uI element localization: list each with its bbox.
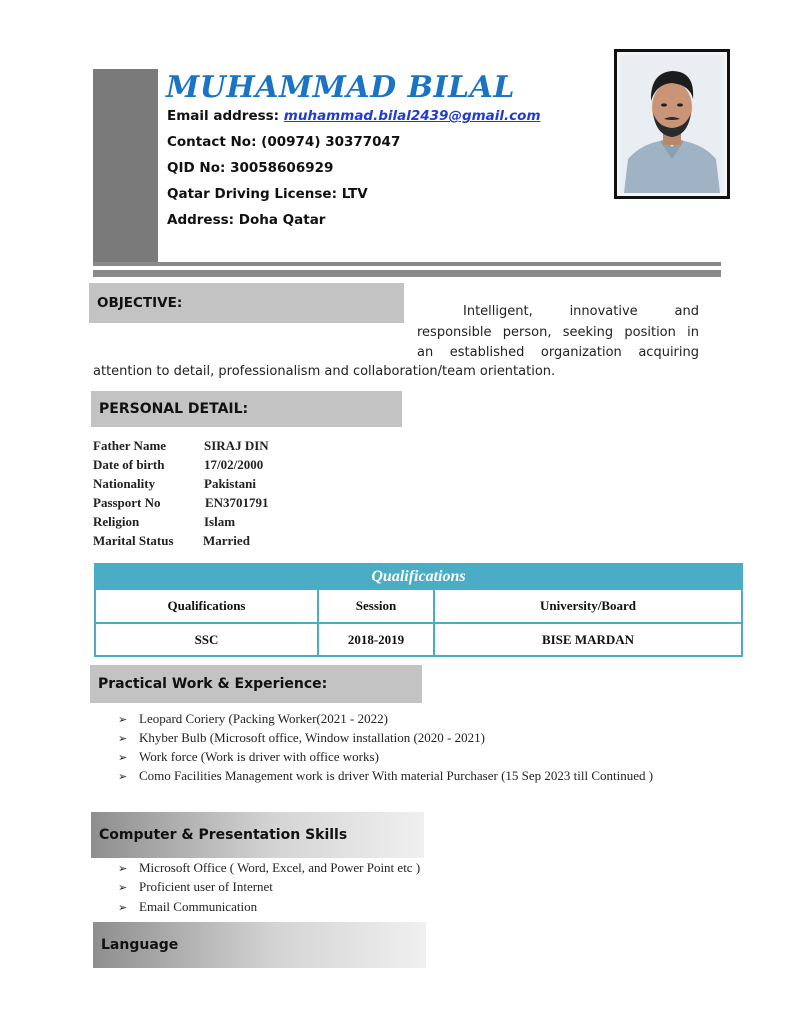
- list-item-text: Leopard Coriery (Packing Worker(2021 - 2022): [139, 711, 388, 726]
- arrow-bullet-icon: ➢: [118, 862, 128, 875]
- qid-number: QID No: 30058606929: [167, 160, 334, 176]
- detail-value: EN3701791: [205, 495, 269, 510]
- contact-number: Contact No: (00974) 30377047: [167, 134, 401, 150]
- detail-row: [93, 457, 264, 473]
- list-item-text: Como Facilities Management work is driver With material Purchaser (15 Sep 2023 till Continued ): [139, 768, 654, 783]
- detail-label: Date of birth: [93, 457, 165, 472]
- list-item-text: Work force (Work is driver with office works): [139, 749, 379, 764]
- table-cell: BISE MARDAN: [434, 623, 742, 656]
- arrow-bullet-icon: ➢: [118, 751, 128, 764]
- table-cell: SSC: [95, 623, 318, 656]
- profile-photo: [614, 49, 730, 199]
- email-line: [167, 108, 541, 124]
- list-item-text: Proficient user of Internet: [139, 879, 273, 894]
- detail-value: SIRAJ DIN: [204, 438, 269, 453]
- detail-row: [93, 533, 250, 549]
- detail-label: Marital Status: [93, 533, 174, 548]
- column-header-session: Session: [318, 589, 434, 623]
- list-item-text: Email Communication: [139, 899, 258, 914]
- email-link[interactable]: muhammad.bilal2439@gmail.com: [283, 108, 541, 124]
- list-item: [118, 879, 273, 895]
- detail-label: Religion: [93, 514, 140, 529]
- column-header-university: University/Board: [434, 589, 742, 623]
- arrow-bullet-icon: ➢: [118, 881, 128, 894]
- qualifications-table: [94, 563, 743, 657]
- language-title: Language: [101, 937, 179, 953]
- detail-value: Islam: [204, 514, 236, 529]
- skills-title: Computer & Presentation Skills: [99, 827, 348, 843]
- detail-value: Married: [203, 533, 250, 548]
- list-item: [118, 749, 379, 765]
- arrow-bullet-icon: ➢: [118, 901, 128, 914]
- column-header-qualifications: Qualifications: [95, 589, 318, 623]
- objective-title: OBJECTIVE:: [97, 295, 183, 311]
- detail-row: [93, 476, 257, 492]
- personal-detail-heading: [91, 391, 402, 427]
- qualifications-caption: Qualifications: [95, 564, 742, 589]
- detail-label: Father Name: [93, 438, 167, 453]
- list-item-text: Khyber Bulb (Microsoft office, Window installation (2020 - 2021): [139, 730, 485, 745]
- address: Address: Doha Qatar: [167, 212, 326, 228]
- table-row: [95, 623, 742, 656]
- experience-title: Practical Work & Experience:: [98, 676, 328, 692]
- detail-row: [93, 438, 269, 454]
- header-divider-thick: [93, 270, 721, 277]
- skills-heading: [91, 812, 424, 858]
- arrow-bullet-icon: ➢: [118, 732, 128, 745]
- detail-value: 17/02/2000: [204, 457, 264, 472]
- list-item: [118, 899, 257, 915]
- list-item: [118, 711, 388, 727]
- detail-value: Pakistani: [204, 476, 257, 491]
- email-label: Email address:: [167, 108, 284, 124]
- personal-detail-title: PERSONAL DETAIL:: [99, 401, 249, 417]
- table-cell: 2018-2019: [318, 623, 434, 656]
- objective-line-3: an established organization acquiring: [417, 345, 699, 360]
- header-divider-thin: [93, 262, 721, 266]
- detail-label: Nationality: [93, 476, 156, 491]
- header-side-bar: [93, 69, 158, 265]
- arrow-bullet-icon: ➢: [118, 713, 128, 726]
- language-heading: [93, 922, 426, 968]
- list-item: [118, 860, 420, 876]
- detail-label: Passport No: [93, 495, 161, 510]
- candidate-name: MUHAMMAD BILAL: [166, 70, 515, 105]
- person-portrait-icon: [620, 55, 724, 193]
- detail-row: [93, 514, 236, 530]
- driving-license: Qatar Driving License: LTV: [167, 186, 368, 202]
- objective-heading: [89, 283, 404, 323]
- arrow-bullet-icon: ➢: [118, 770, 128, 783]
- objective-line-1: Intelligent, innovative and: [463, 304, 699, 319]
- list-item: [118, 768, 653, 784]
- experience-heading: [90, 665, 422, 703]
- table-header-row: [95, 589, 742, 623]
- objective-line-4: attention to detail, professionalism and collaboration/team orientation.: [93, 364, 556, 379]
- objective-line-2: responsible person, seeking position in: [417, 325, 699, 340]
- list-item: [118, 730, 485, 746]
- detail-row: [93, 495, 269, 511]
- list-item-text: Microsoft Office ( Word, Excel, and Power Point etc ): [139, 860, 421, 875]
